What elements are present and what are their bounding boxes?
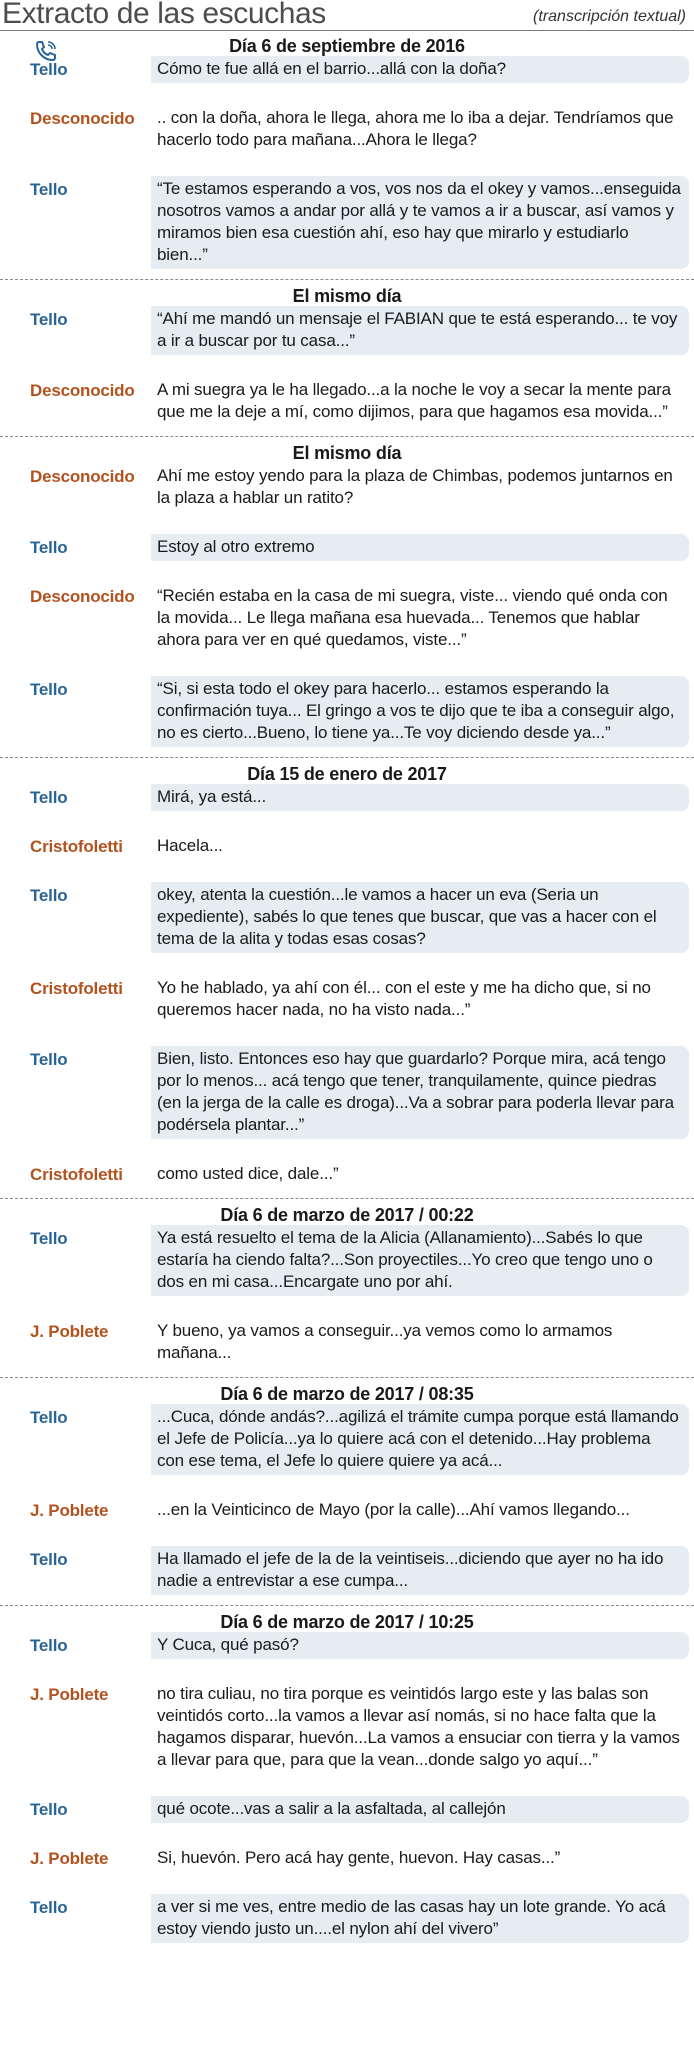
message-row [0, 56, 694, 83]
speaker-name: J. Poblete [30, 1501, 109, 1520]
message-text: Bien, listo. Entonces eso hay que guardarlo? Porque mira, acá tengo por lo menos... acá tengo que tener, tranquilamente, quince piedras (en la jerga de la calle es droga)...Va a sobrar para poderla llevar para podérsela plantar...” [151, 1046, 689, 1139]
message-text: Cómo te fue allá en el barrio...allá con la doña? [151, 56, 689, 83]
message-row [0, 1404, 694, 1475]
speaker-name: Tello [30, 538, 68, 557]
speaker-name: Tello [30, 180, 68, 199]
message-text: Ahí me estoy yendo para la plaza de Chimbas, podemos juntarnos en la plaza a hablar un ratito? [157, 466, 673, 507]
speaker-name: Tello [30, 886, 68, 905]
message-row [0, 1894, 694, 1943]
message-text: Mirá, ya está... [151, 784, 689, 811]
message-text: “Recién estaba en la casa de mi suegra, viste... viendo qué onda con la movida... Le llega mañana esa huevada... Tenemos que hablar ahora para ver en qué quedamos, viste...” [157, 586, 668, 649]
message-row [0, 882, 694, 953]
message-row [0, 1546, 694, 1595]
conversation-section [0, 1198, 694, 1377]
message-row [0, 377, 694, 426]
message-row [0, 1497, 694, 1524]
conversation-section [0, 1605, 694, 1953]
message-row [0, 583, 694, 654]
message-text: como usted dice, dale...” [157, 1164, 339, 1183]
speaker-name: Tello [30, 1898, 68, 1917]
message-row [0, 176, 694, 269]
message-text: Estoy al otro extremo [151, 534, 689, 561]
message-row [0, 975, 694, 1024]
speaker-name: Cristofoletti [30, 837, 123, 856]
conversation-section [0, 36, 694, 279]
message-text: okey, atenta la cuestión...le vamos a hacer un eva (Seria un expediente), sabés lo que tenes que buscar, que vas a hacer con el tema de la alita y todas esas cosas? [151, 882, 689, 953]
conversation-list [0, 36, 694, 1953]
section-date: Día 6 de marzo de 2017 / 00:22 [220, 1205, 474, 1225]
message-text: “Si, si esta todo el okey para hacerlo... estamos esperando la confirmación tuya... El gringo a vos te dijo que te iba a conseguir algo, no es cierto...Bueno, lo tiene ya...Te voy diciendo desde ya...” [151, 676, 689, 747]
message-row [0, 1796, 694, 1823]
speaker-name: Cristofoletti [30, 979, 123, 998]
speaker-name: Tello [30, 1408, 68, 1427]
message-text: “Te estamos esperando a vos, vos nos da el okey y vamos...enseguida nosotros vamos a andar por allá y te vamos a ir a buscar, así vamos y miramos bien esa cuestión ahí, eso hay que mirarlo y estudiarlo bien...” [151, 176, 689, 269]
speaker-name: J. Poblete [30, 1849, 109, 1868]
message-row [0, 1318, 694, 1367]
page-subtitle: (transcripción textual) [533, 8, 686, 25]
message-row [0, 1046, 694, 1139]
speaker-name: Desconocido [30, 587, 135, 606]
speaker-name: Desconocido [30, 109, 135, 128]
message-text: qué ocote...vas a salir a la asfaltada, al callejón [151, 1796, 689, 1823]
message-row [0, 784, 694, 811]
speaker-name: Desconocido [30, 467, 135, 486]
message-text: .. con la doña, ahora le llega, ahora me lo iba a dejar. Tendríamos que hacerlo todo para mañana...Ahora le llega? [157, 108, 674, 149]
speaker-name: Tello [30, 1550, 68, 1569]
section-date: El mismo día [292, 443, 402, 463]
message-row [0, 676, 694, 747]
speaker-name: Desconocido [30, 381, 135, 400]
conversation-section [0, 1377, 694, 1605]
conversation-section [0, 436, 694, 757]
message-text: Y Cuca, qué pasó? [151, 1632, 689, 1659]
message-text: Y bueno, ya vamos a conseguir...ya vemos como lo armamos mañana... [157, 1321, 613, 1362]
section-date: Día 6 de marzo de 2017 / 08:35 [220, 1384, 474, 1404]
conversation-section [0, 757, 694, 1198]
section-date: El mismo día [292, 286, 402, 306]
section-date: Día 6 de marzo de 2017 / 10:25 [220, 1612, 474, 1632]
section-date: Día 15 de enero de 2017 [247, 764, 447, 784]
speaker-name: Tello [30, 310, 68, 329]
speaker-name: Tello [30, 1050, 68, 1069]
header [0, 0, 694, 31]
message-text: ...Cuca, dónde andás?...agilizá el trámite cumpa porque está llamando el Jefe de Policía...ya lo quiere acá con el detenido...Hay problema con ese tema, el Jefe lo quiere quiere ya acá... [151, 1404, 689, 1475]
speaker-name: Tello [30, 680, 68, 699]
message-text: “Ahí me mandó un mensaje el FABIAN que te está esperando... te voy a ir a buscar por tu casa...” [151, 306, 689, 355]
message-row [0, 534, 694, 561]
conversation-section [0, 279, 694, 436]
speaker-name: Cristofoletti [30, 1165, 123, 1184]
section-date: Día 6 de septiembre de 2016 [229, 36, 465, 56]
message-text: no tira culiau, no tira porque es veintidós largo este y las balas son veintidós corto...la vamos a llevar así nomás, si no hace falta que la hagamos disparar, huevón...La vamos a ensuciar con tierra y la vamos a llevar para que, para que la vean...donde salgo yo aquí...” [157, 1684, 680, 1769]
speaker-name: J. Poblete [30, 1685, 109, 1704]
speaker-name: Tello [30, 1229, 68, 1248]
message-text: Ya está resuelto el tema de la Alicia (Allanamiento)...Sabés lo que estaría ha ciendo falta?...Son proyectiles...Yo creo que tengo uno o dos en mi casa...Encargate uno por ahí. [151, 1225, 689, 1296]
message-row [0, 1632, 694, 1659]
message-row [0, 463, 694, 512]
speaker-name: Tello [30, 60, 68, 79]
message-row [0, 1225, 694, 1296]
message-row [0, 1161, 694, 1188]
message-row [0, 1681, 694, 1774]
page-title: Extracto de las escuchas [2, 0, 326, 30]
message-row [0, 306, 694, 355]
message-text: A mi suegra ya le ha llegado...a la noche le voy a secar la mente para que me la deje a mí, como dijimos, para que hagamos esa movida...” [157, 380, 671, 421]
message-text: Si, huevón. Pero acá hay gente, huevon. Hay casas...” [157, 1848, 561, 1867]
speaker-name: Tello [30, 1636, 68, 1655]
message-text: ...en la Veinticinco de Mayo (por la calle)...Ahí vamos llegando... [157, 1500, 630, 1519]
message-text: Yo he hablado, ya ahí con él... con el este y me ha dicho que, si no queremos hacer nada, no ha visto nada...” [157, 978, 651, 1019]
message-text: Ha llamado el jefe de la de la veintiseis...diciendo que ayer no ha ido nadie a entrevistar a ese cumpa... [151, 1546, 689, 1595]
message-row [0, 105, 694, 154]
speaker-name: J. Poblete [30, 1322, 109, 1341]
message-text: a ver si me ves, entre medio de las casas hay un lote grande. Yo acá estoy viendo justo un....el nylon ahí del vivero” [151, 1894, 689, 1943]
message-text: Hacela... [157, 836, 223, 855]
message-row [0, 833, 694, 860]
speaker-name: Tello [30, 1800, 68, 1819]
message-row [0, 1845, 694, 1872]
phone-icon [34, 40, 58, 67]
speaker-name: Tello [30, 788, 68, 807]
